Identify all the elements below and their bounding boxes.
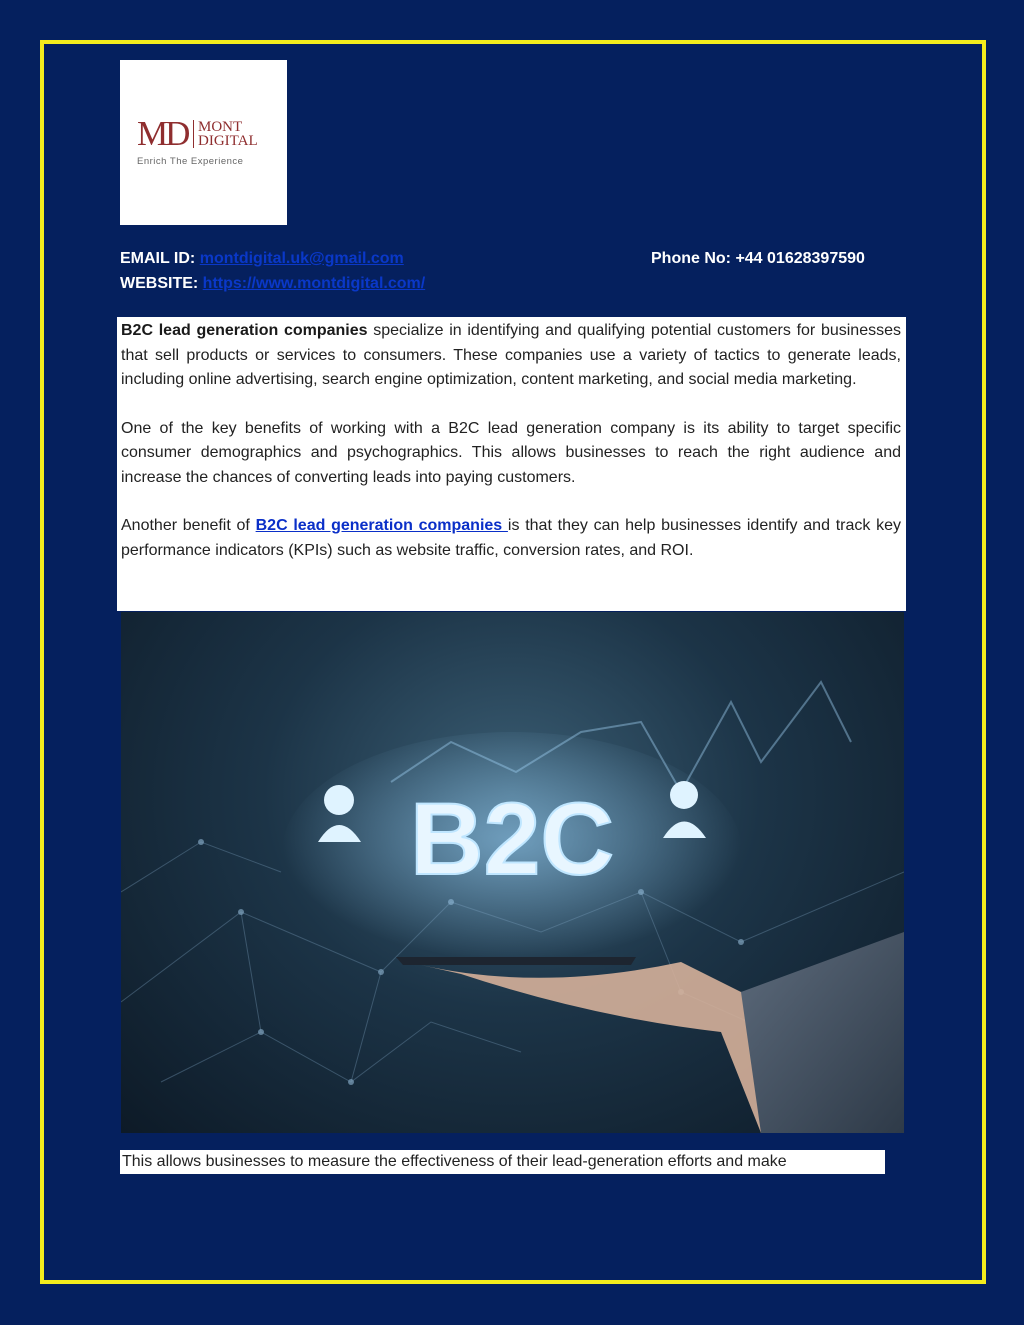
website-line [120,272,425,295]
paragraph-1-text: specialize in identifying and qualifying potential customers for businesses that sell products or services to consumers. These companies use a variety of tactics to generate leads, including online advertising, search engine optimization, content marketing, and social media marketing. [121,322,901,388]
sleeve [741,932,904,1133]
paragraph-3-before: Another benefit of [121,517,256,534]
logo-word-line2: DIGITAL [198,133,258,149]
footer-text: This allows businesses to measure the effectiveness of their lead-generation efforts and make [120,1150,885,1174]
paragraph-2: One of the key benefits of working with a B2C lead generation company is its ability to target specific consumer demographics and psychographics. This allows businesses to reach the right audience and increase the chances of converting leads into paying customers. [121,419,901,486]
logo-divider [193,120,194,148]
website-label: WEBSITE: [120,275,199,292]
b2c-headline: B2C [409,782,615,896]
article-text-box [117,317,906,611]
paragraph-1-bold: B2C lead generation companies [121,322,368,339]
phone-number: Phone No: +44 01628397590 [651,250,865,267]
website-link[interactable]: https://www.montdigital.com/ [202,275,426,292]
paragraph-3-after: is that they can help businesses identify and track key performance indicators (KPIs) such as website traffic, conversion rates, and ROI. [121,517,901,559]
email-link[interactable]: montdigital.uk@gmail.com [199,250,404,267]
paragraph-3 [121,514,901,563]
company-logo [120,60,287,225]
logo-mark: MD [137,114,188,153]
hero-illustration [121,612,904,1133]
logo-word-line1: MONT [198,119,243,135]
email-label: EMAIL ID: [120,250,196,267]
email-line [120,247,404,270]
paragraph-1 [121,319,901,393]
b2c-companies-link[interactable]: B2C lead generation companies [255,517,508,534]
b2c-hero-image [121,612,904,1133]
logo-tagline: Enrich The Experience [137,156,244,167]
tablet [396,957,636,965]
